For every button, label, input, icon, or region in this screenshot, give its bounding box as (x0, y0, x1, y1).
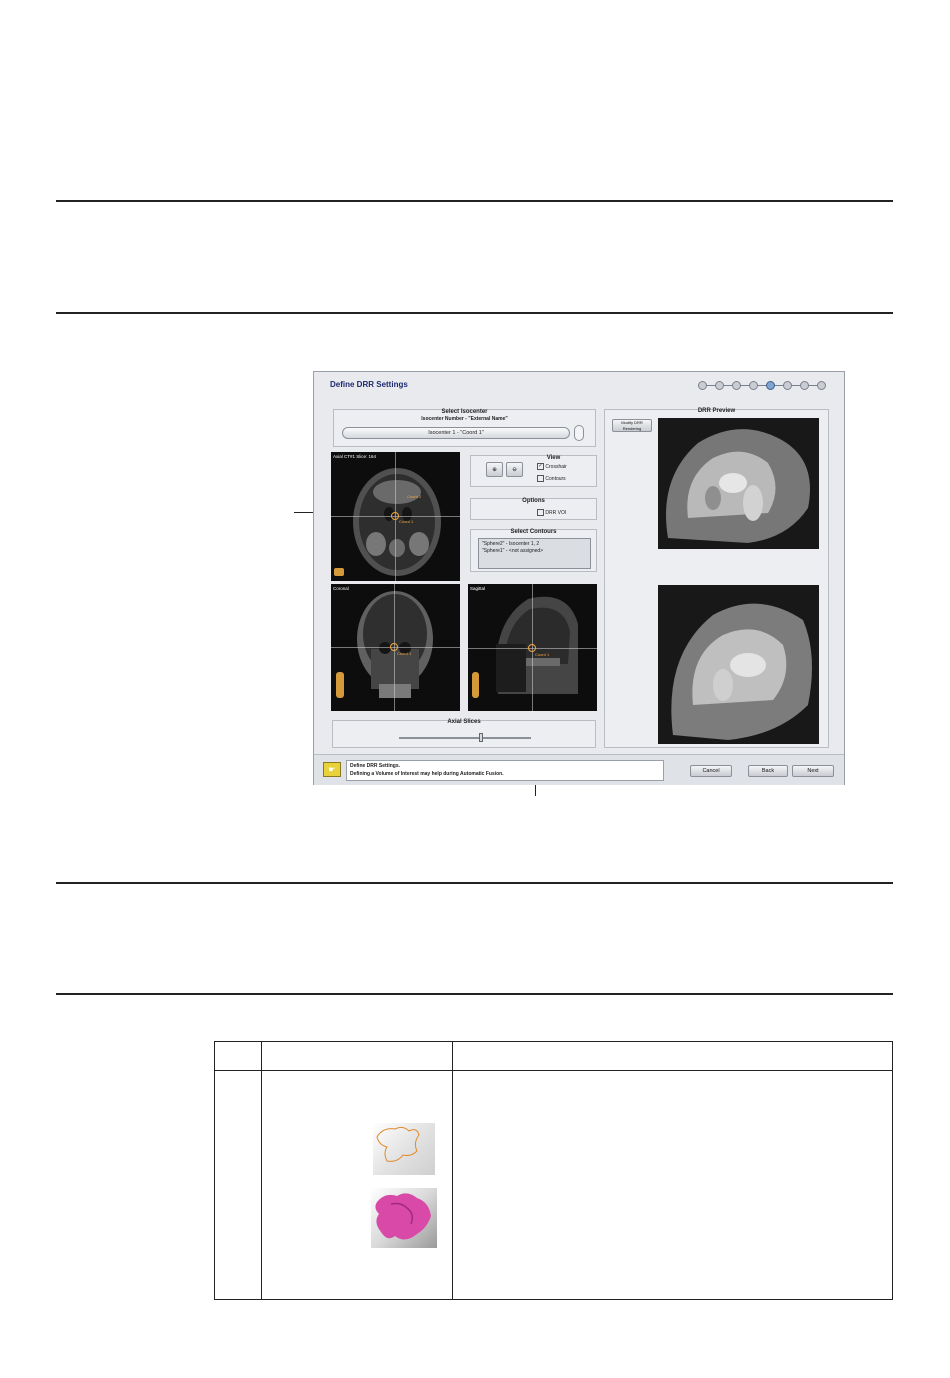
axial-view-label: Axial CT#1 Slice: 164 (333, 454, 377, 459)
coord1-label: Coord 1 (397, 651, 412, 656)
contour-outline-thumbnail (373, 1123, 435, 1175)
table-cell (453, 1071, 893, 1300)
cancel-button[interactable]: Cancel (690, 765, 732, 777)
window-title: Define DRR Settings (330, 380, 408, 389)
crosshair-option[interactable] (537, 463, 567, 470)
axial-slices-group (332, 720, 596, 748)
isocenter-value: Isocenter 1 - "Coord 1" (428, 430, 484, 436)
status-bar (314, 754, 844, 785)
table-row (215, 1071, 893, 1300)
table-cell-images (262, 1071, 453, 1300)
options-group (470, 498, 597, 520)
contour-list-item[interactable]: "Sphere1" - <not assigned> (482, 548, 544, 554)
step-dot (732, 381, 741, 390)
patient-orientation-icon (334, 568, 344, 576)
status-line-1: Define DRR Settings. (350, 763, 401, 769)
drr-preview-image-1 (658, 418, 819, 549)
contours-label: Contours (545, 475, 566, 482)
select-contours-group (470, 529, 597, 572)
contours-option[interactable] (537, 475, 566, 482)
table-header-row (215, 1042, 893, 1071)
table-cell (215, 1071, 262, 1300)
divider-2 (56, 312, 893, 314)
isocenter-marker[interactable] (391, 512, 399, 520)
contour-list-item[interactable]: "Sphere2" - Isocenter 1, 2 (482, 541, 540, 547)
back-button[interactable]: Back (748, 765, 788, 777)
sagittal-view[interactable] (468, 584, 597, 711)
crosshair-checkbox[interactable]: ✓ (538, 463, 543, 469)
zoom-in-icon: ⊕ (492, 467, 497, 473)
select-isocenter-title: Select Isocenter (441, 409, 488, 415)
contours-list[interactable] (478, 538, 591, 569)
step-dot (800, 381, 809, 390)
axial-view[interactable] (331, 452, 460, 581)
sagittal-view-label: Sagittal (470, 586, 486, 591)
zoom-in-button[interactable] (486, 462, 503, 477)
hint-icon: ☛ (323, 762, 341, 777)
isocenter-spinner[interactable] (574, 425, 584, 441)
modify-drr-rendering-button[interactable] (612, 419, 652, 432)
drr-voi-label: DRR VOI (545, 509, 567, 516)
drr-preview-title: DRR Preview (697, 408, 736, 414)
isocenter-marker[interactable] (390, 643, 398, 651)
zoom-out-button[interactable] (506, 462, 523, 477)
drr-preview-group (604, 409, 829, 748)
patient-figure-icon (336, 672, 344, 698)
contour-volume-thumbnail (371, 1188, 437, 1248)
step-dot (817, 381, 826, 390)
axial-slices-title: Axial Slices (447, 719, 481, 725)
status-message-box (346, 760, 664, 781)
table-header-cell (262, 1042, 453, 1071)
slider-thumb[interactable] (479, 733, 483, 742)
step-dot (783, 381, 792, 390)
select-contours-title: Select Contours (510, 529, 557, 535)
step-dot (698, 381, 707, 390)
zoom-out-icon: ⊖ (512, 467, 517, 473)
drr-voi-option[interactable] (537, 509, 566, 516)
coord1-label: Coord 1 (535, 652, 550, 657)
coronal-view[interactable] (331, 584, 460, 711)
drr-voi-checkbox[interactable] (537, 509, 544, 516)
isocenter-subtitle: Isocenter Number - "External Name" (421, 416, 508, 422)
define-drr-settings-window (313, 371, 845, 785)
modify-drr-rendering-label: Modify DRR Rendering (621, 420, 643, 431)
divider-4 (56, 993, 893, 995)
table-header-cell (215, 1042, 262, 1071)
crosshair-label: Crosshair (545, 463, 567, 470)
axial-slices-slider[interactable] (399, 737, 531, 739)
coord1-label: Coord 1 (399, 519, 414, 524)
contours-checkbox[interactable] (537, 475, 544, 482)
table-header-cell (453, 1042, 893, 1071)
view-group (470, 455, 597, 487)
step-dot (749, 381, 758, 390)
isocenter-marker[interactable] (528, 644, 536, 652)
divider-1 (56, 200, 893, 202)
divider-3 (56, 882, 893, 884)
coord2-label: Coord 2 (407, 494, 422, 499)
step-dot (715, 381, 724, 390)
status-line-2: Defining a Volume of Interest may help during Automatic Fusion. (350, 771, 504, 777)
patient-figure-icon (472, 672, 479, 698)
step-dot-current (766, 381, 775, 390)
options-title: Options (522, 498, 545, 504)
select-isocenter-group (333, 409, 596, 447)
next-button[interactable]: Next (792, 765, 834, 777)
coronal-view-label: Coronal (333, 586, 349, 591)
isocenter-select[interactable] (342, 427, 570, 439)
info-table (214, 1041, 893, 1300)
drr-preview-image-2 (658, 585, 819, 744)
view-title: View (546, 455, 561, 461)
